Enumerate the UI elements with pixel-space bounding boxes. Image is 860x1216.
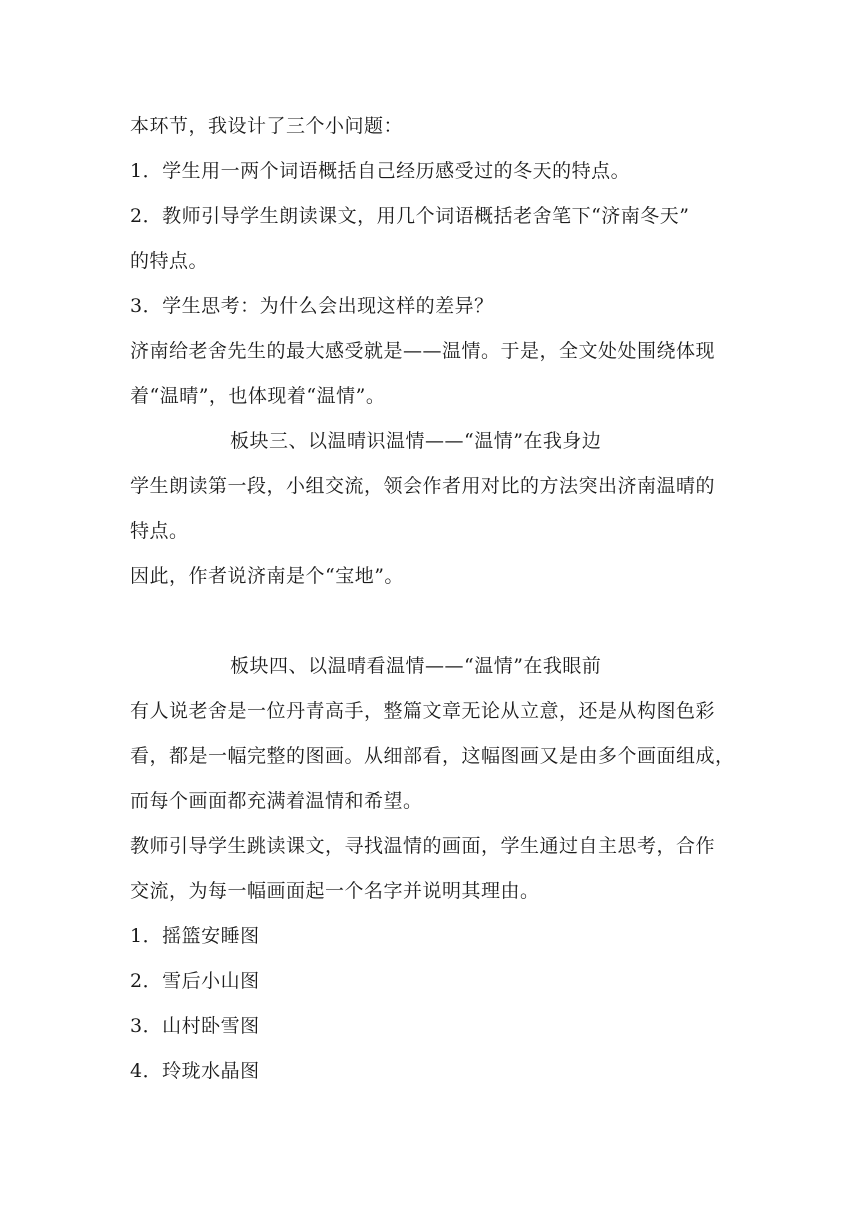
picture-item-4: 4．玲珑水晶图 [130,1060,260,1082]
question-3: 3．学生思考：为什么会出现这样的差异？ [130,295,494,317]
paragraph-5-line-1: 教师引导学生跳读课文，寻找温情的画面，学生通过自主思考，合作 [130,835,716,857]
section-4-heading: 板块四、以温晴看温情——“温情”在我眼前 [230,655,602,677]
section-3-heading: 板块三、以温晴识温情——“温情”在我身边 [230,430,602,452]
paragraph-4-line-3: 而每个画面都充满着温情和希望。 [130,790,423,812]
question-2-line-1: 2．教师引导学生朗读课文，用几个词语概括老舍笔下“济南冬天” [130,205,690,227]
paragraph-4-line-1: 有人说老舍是一位丹青高手，整篇文章无论从立意，还是从构图色彩 [130,700,716,722]
question-1: 1．学生用一两个词语概括自己经历感受过的冬天的特点。 [130,160,631,182]
question-2-line-2: 的特点。 [130,250,209,272]
document-page [130,104,735,1094]
blank-line [130,599,730,644]
picture-item-3: 3．山村卧雪图 [130,1015,260,1037]
paragraph-2-line-2: 特点。 [130,520,189,542]
paragraph-1-line-2: 着“温晴”，也体现着“温情”。 [130,385,386,407]
paragraph-5-line-2: 交流，为每一幅画面起一个名字并说明其理由。 [130,880,540,902]
intro-text: 本环节，我设计了三个小问题： [130,115,404,137]
paragraph-1-line-1: 济南给老舍先生的最大感受就是——温情。于是，全文处处围绕体现 [130,340,716,362]
paragraph-3: 因此，作者说济南是个“宝地”。 [130,565,404,587]
paragraph-2-line-1: 学生朗读第一段，小组交流，领会作者用对比的方法突出济南温晴的 [130,475,716,497]
picture-item-1: 1．摇篮安睡图 [130,925,260,947]
picture-item-2: 2．雪后小山图 [130,970,260,992]
paragraph-4-line-2: 看，都是一幅完整的图画。从细部看，这幅图画又是由多个画面组成， [130,745,735,767]
